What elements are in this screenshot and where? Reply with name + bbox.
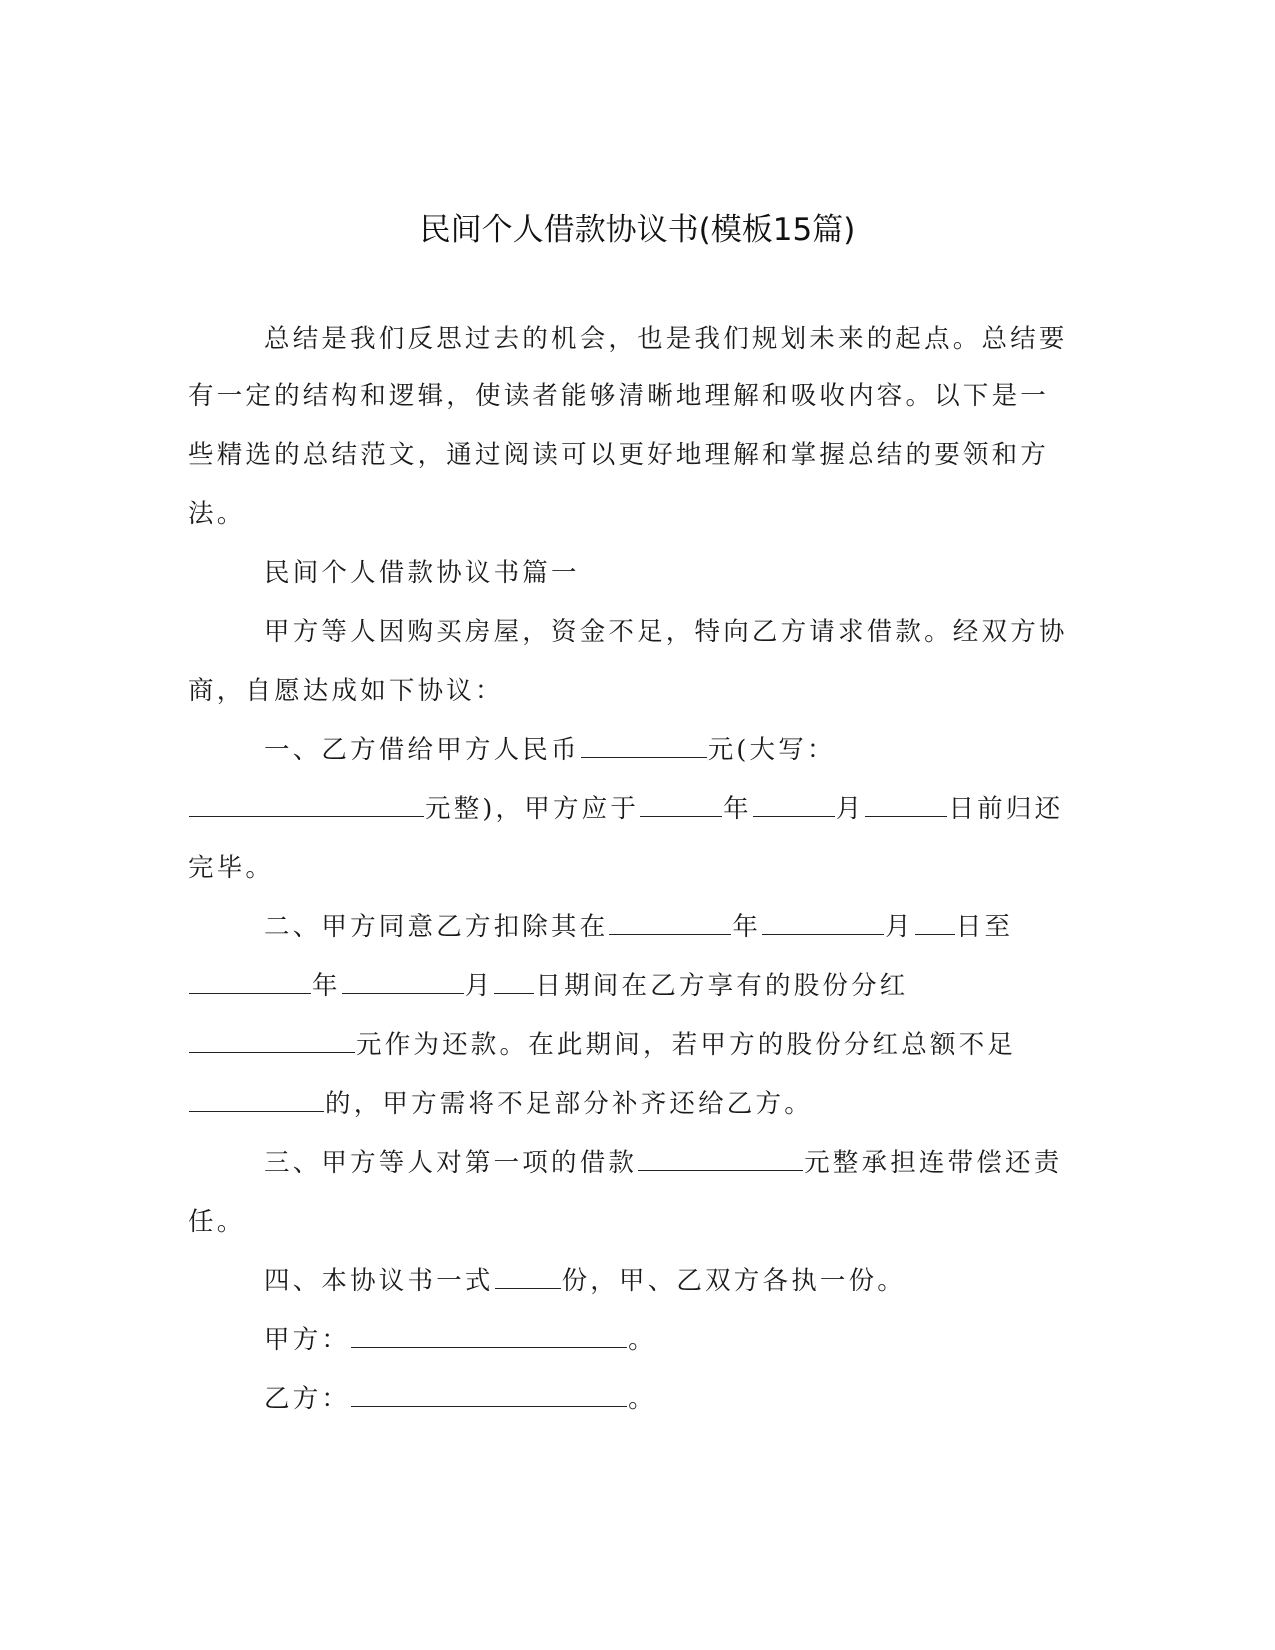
signature-party-b xyxy=(264,1379,1164,1419)
clause-1-line-3: 完毕。 xyxy=(188,853,275,883)
day-blank[interactable] xyxy=(865,790,947,817)
clause-1-text: 元(大写： xyxy=(707,735,836,765)
copies-blank[interactable] xyxy=(495,1262,561,1289)
clause-2-text: 月 xyxy=(464,971,494,1001)
clause-2-line-1 xyxy=(264,907,1164,947)
start-day-blank[interactable] xyxy=(915,908,955,935)
clause-2-text: 元作为还款。在此期间，若甲方的股份分红总额不足 xyxy=(356,1030,1017,1060)
end-year-blank[interactable] xyxy=(189,967,311,994)
clause-4-text: 份，甲、乙双方各执一份。 xyxy=(561,1266,907,1296)
clause-1-line-1 xyxy=(264,730,1164,770)
month-blank[interactable] xyxy=(753,790,835,817)
clause-1-line-2 xyxy=(188,789,1088,829)
start-month-blank[interactable] xyxy=(762,908,884,935)
end-day-blank[interactable] xyxy=(494,967,534,994)
clause-2-text: 日期间在乙方享有的股份分红 xyxy=(535,971,909,1001)
clause-2-text: 年 xyxy=(732,912,762,942)
clause-2-text: 的，甲方需将不足部分补齐还给乙方。 xyxy=(325,1089,813,1119)
clause-1-text: 月 xyxy=(835,794,865,824)
clause-2-text: 年 xyxy=(312,971,341,1001)
clause-3-text: 元整承担连带偿还责 xyxy=(804,1148,1063,1178)
intro-line-4: 法。 xyxy=(188,499,246,529)
clause-3-line-2: 任。 xyxy=(188,1207,246,1237)
clause-3-line-1 xyxy=(264,1143,1164,1183)
clause-1-text: 年 xyxy=(723,794,752,824)
clause-2-line-4 xyxy=(188,1084,1088,1124)
party-a-label: 甲方： xyxy=(264,1325,351,1355)
clause-2-line-2 xyxy=(188,966,1088,1006)
clause-4-line-1 xyxy=(264,1261,1164,1301)
intro-line-3: 些精选的总结范文，通过阅读可以更好地理解和掌握总结的要领和方 xyxy=(188,440,1050,470)
clause-2-text: 日至 xyxy=(955,912,1014,942)
amount-blank[interactable] xyxy=(581,731,707,758)
clause-2-line-3 xyxy=(188,1025,1088,1065)
clause-3-text: 三、甲方等人对第一项的借款 xyxy=(264,1148,638,1178)
dividend-blank[interactable] xyxy=(189,1026,355,1053)
preamble-line-2: 商，自愿达成如下协议： xyxy=(188,676,504,706)
clause-4-text: 四、本协议书一式 xyxy=(264,1266,494,1296)
end-month-blank[interactable] xyxy=(342,967,464,994)
clause-2-text: 二、甲方同意乙方扣除其在 xyxy=(264,912,609,942)
shortfall-blank[interactable] xyxy=(189,1085,324,1112)
clause-2-text: 月 xyxy=(885,912,914,942)
intro-line-1: 总结是我们反思过去的机会，也是我们规划未来的起点。总结要 xyxy=(264,324,1068,354)
preamble-line-1: 甲方等人因购买房屋，资金不足，特向乙方请求借款。经双方协 xyxy=(264,617,1068,647)
signature-end: 。 xyxy=(628,1384,657,1414)
document-title: 民间个人借款协议书(模板15篇) xyxy=(419,212,856,248)
party-a-blank[interactable] xyxy=(351,1321,627,1348)
year-blank[interactable] xyxy=(640,790,722,817)
section-heading: 民间个人借款协议书篇一 xyxy=(264,558,580,588)
party-b-blank[interactable] xyxy=(351,1380,627,1407)
intro-line-2: 有一定的结构和逻辑，使读者能够清晰地理解和吸收内容。以下是一 xyxy=(188,381,1050,411)
party-b-label: 乙方： xyxy=(264,1384,351,1414)
clause-1-text: 一、乙方借给甲方人民币 xyxy=(264,735,580,765)
clause-1-text: 日前归还 xyxy=(948,794,1064,824)
amount-words-blank[interactable] xyxy=(189,790,424,817)
start-year-blank[interactable] xyxy=(609,908,731,935)
signature-party-a xyxy=(264,1320,1164,1360)
clause-1-text: 元整)，甲方应于 xyxy=(425,794,640,824)
joint-amount-blank[interactable] xyxy=(638,1144,803,1171)
signature-end: 。 xyxy=(628,1325,657,1355)
